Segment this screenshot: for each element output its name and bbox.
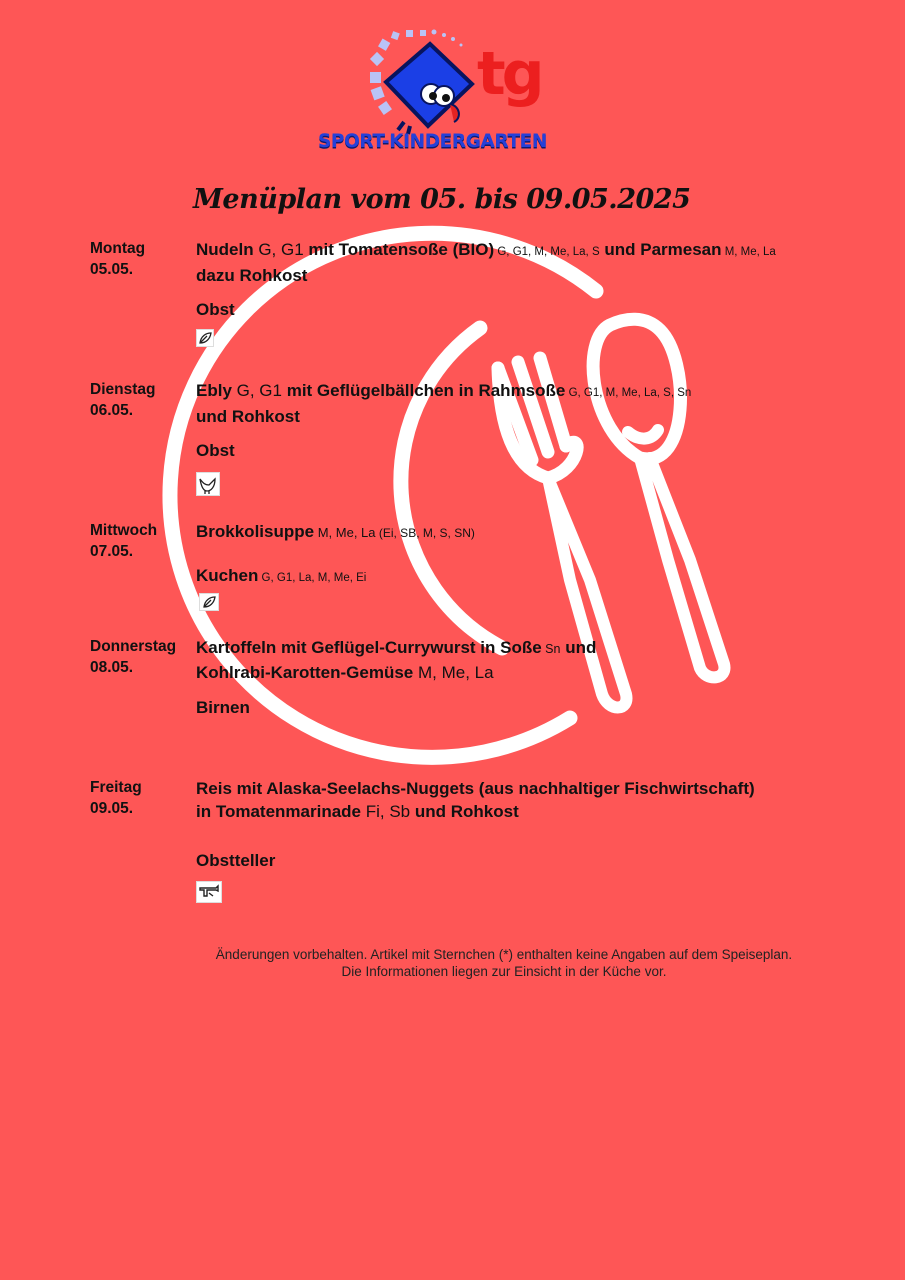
dish-line — [196, 777, 836, 800]
menu-tuesday — [196, 379, 836, 501]
leaf-icon — [196, 329, 214, 347]
dish-line — [196, 264, 836, 287]
day-label-wednesday — [90, 520, 195, 562]
day-date: 06.05. — [90, 402, 134, 419]
dish-name: Ebly — [196, 381, 232, 400]
day-label-tuesday — [90, 379, 195, 421]
footer-line: Die Informationen liegen zur Einsicht in der Küche vor. — [341, 964, 667, 979]
dessert-line — [196, 849, 836, 872]
dish-line — [196, 520, 836, 545]
dish-line — [196, 800, 836, 823]
allergen-codes: G, G1 — [253, 240, 304, 259]
allergen-codes: G, G1, M, Me, La, S — [494, 246, 600, 258]
day-date: 08.05. — [90, 659, 134, 676]
logo-initials: tg — [477, 39, 541, 109]
dish-name: dazu Rohkost — [196, 266, 308, 285]
day-date: 07.05. — [90, 543, 134, 560]
allergen-codes: G, G1, La, M, Me, Ei — [258, 572, 367, 584]
dish-line — [196, 238, 836, 264]
allergen-codes: Fi, Sb — [361, 802, 411, 821]
dish-line — [196, 636, 836, 661]
day-date: 05.05. — [90, 261, 134, 278]
dessert-line — [196, 696, 836, 719]
dessert-line — [196, 564, 836, 590]
dish-name: Kohlrabi-Karotten-Gemüse — [196, 663, 414, 682]
chicken-icon — [196, 472, 220, 496]
footer-line: Änderungen vorbehalten. Artikel mit Sternchen (*) enthalten keine Angaben auf dem Speiseplan. — [215, 947, 793, 962]
dish-name: Brokkolisuppe — [196, 522, 315, 541]
dish-name: in Tomatenmarinade — [196, 802, 361, 821]
dessert-name: Obstteller — [196, 851, 276, 870]
day-date: 09.05. — [90, 800, 134, 817]
day-label-thursday — [90, 636, 195, 678]
dessert-line — [196, 439, 836, 462]
dish-line — [196, 405, 836, 428]
dish-name: und Rohkost — [410, 802, 519, 821]
leaf-icon — [199, 593, 219, 611]
logo-name: SPORT-KINDERGARTEN — [318, 131, 548, 152]
allergen-codes: M, Me, La — [314, 525, 376, 540]
dish-name: und Parmesan — [599, 240, 722, 259]
menu-thursday — [196, 636, 836, 719]
dessert-line — [196, 298, 836, 321]
mascot-puzzle-piece — [386, 44, 472, 134]
day-label-monday — [90, 238, 195, 280]
allergen-codes: (Ei, SB, M, S, SN) — [375, 526, 475, 540]
day-name: Freitag — [90, 779, 142, 796]
day-name: Dienstag — [90, 381, 156, 398]
fish-icon — [196, 881, 222, 903]
day-name: Donnerstag — [90, 638, 177, 655]
page-title: Menüplan vom 05. bis 09.05.2025 — [193, 184, 691, 215]
allergen-codes: M, Me, La — [721, 246, 776, 258]
dish-name: mit Tomatensoße (BIO) — [303, 240, 495, 259]
day-label-friday — [90, 777, 195, 819]
dish-line — [196, 379, 836, 405]
dessert-name: Kuchen — [196, 566, 259, 585]
allergen-codes: G, G1 — [231, 381, 282, 400]
dish-line — [196, 661, 836, 684]
dessert-name: Birnen — [196, 698, 250, 717]
dessert-name: Obst — [196, 300, 235, 319]
menu-wednesday — [196, 520, 836, 616]
dish-name: Kartoffeln mit Geflügel-Currywurst in Soße — [196, 638, 542, 657]
allergen-codes: Sn — [541, 642, 561, 656]
day-name: Montag — [90, 240, 146, 257]
dessert-name: Obst — [196, 441, 235, 460]
dish-name: und Rohkost — [196, 407, 300, 426]
menu-friday — [196, 777, 836, 908]
dish-name: mit Geflügelbällchen in Rahmsoße — [281, 381, 566, 400]
footer-note — [150, 946, 858, 980]
allergen-codes: G, G1, M, Me, La, S, Sn — [565, 387, 692, 399]
dish-name: und — [560, 638, 597, 657]
menu-monday — [196, 238, 836, 352]
dish-name: Reis mit Alaska-Seelachs-Nuggets (aus nachhaltiger Fischwirtschaft) — [196, 779, 755, 798]
dish-name: Nudeln — [196, 240, 254, 259]
allergen-codes: M, Me, La — [413, 663, 494, 682]
day-name: Mittwoch — [90, 522, 158, 539]
